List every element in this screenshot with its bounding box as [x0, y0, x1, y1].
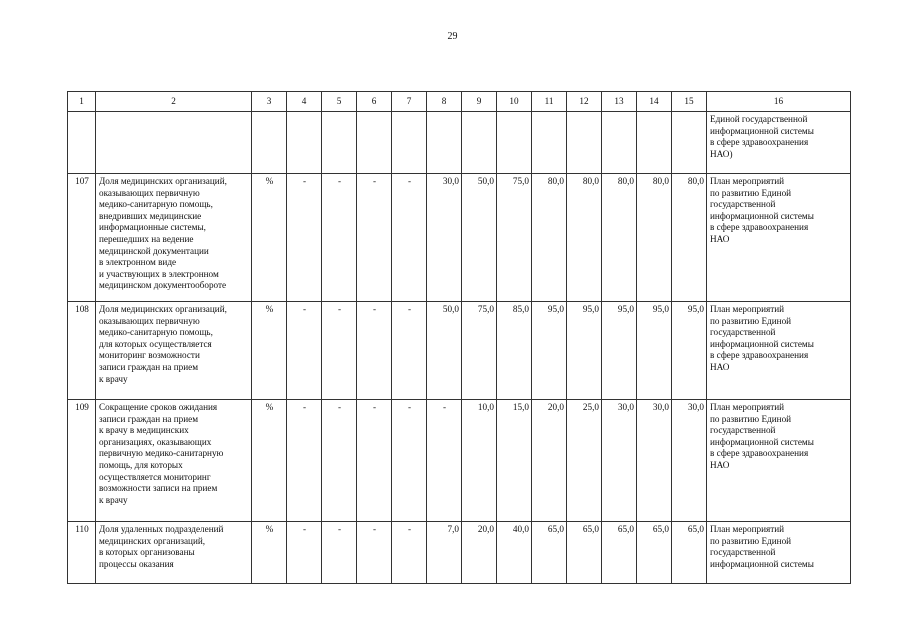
value-cell: -	[357, 174, 392, 302]
unit-cell	[252, 112, 287, 174]
column-header: 14	[637, 92, 672, 112]
indicator-name: Доля медицинских организаций, оказывающих первичную медико-санитарную помощь, для которых осуществляется мониторинг возможности записи граждан на прием к врачу	[96, 302, 252, 400]
value-cell: 95,0	[637, 302, 672, 400]
value-cell: 30,0	[672, 400, 707, 522]
unit-cell: %	[252, 522, 287, 584]
value-cell: 95,0	[532, 302, 567, 400]
column-header: 5	[322, 92, 357, 112]
column-header: 15	[672, 92, 707, 112]
table-row	[68, 522, 851, 584]
column-header: 8	[427, 92, 462, 112]
table-row	[68, 112, 851, 174]
value-cell: -	[322, 302, 357, 400]
unit-cell: %	[252, 400, 287, 522]
value-cell	[532, 112, 567, 174]
source-document: План мероприятий по развитию Единой государственной информационной системы в сфере здравоохранения НАО	[707, 400, 851, 522]
value-cell: 25,0	[567, 400, 602, 522]
unit-cell: %	[252, 174, 287, 302]
value-cell	[287, 112, 322, 174]
value-cell: -	[322, 522, 357, 584]
column-header: 6	[357, 92, 392, 112]
value-cell: -	[357, 302, 392, 400]
column-header: 7	[392, 92, 427, 112]
value-cell: -	[287, 302, 322, 400]
value-cell: -	[322, 400, 357, 522]
row-number: 108	[68, 302, 96, 400]
value-cell: 65,0	[637, 522, 672, 584]
source-document: Единой государственной информационной системы в сфере здравоохранения НАО)	[707, 112, 851, 174]
value-cell: -	[357, 400, 392, 522]
row-number	[68, 112, 96, 174]
value-cell	[637, 112, 672, 174]
value-cell	[357, 112, 392, 174]
value-cell: -	[287, 400, 322, 522]
value-cell: 30,0	[637, 400, 672, 522]
value-cell: -	[392, 522, 427, 584]
indicator-name: Доля медицинских организаций, оказывающих первичную медико-санитарную помощь, внедривших медицинские информационные системы, перешедших на ведение медицинской документации в электронном виде и участвующих в электронном медицинском документообороте	[96, 174, 252, 302]
column-header: 2	[96, 92, 252, 112]
column-header: 4	[287, 92, 322, 112]
indicator-table	[67, 91, 851, 584]
column-header: 3	[252, 92, 287, 112]
source-document: План мероприятий по развитию Единой государственной информационной системы	[707, 522, 851, 584]
value-cell: 40,0	[497, 522, 532, 584]
value-cell: 80,0	[637, 174, 672, 302]
table-row	[68, 174, 851, 302]
value-cell: 65,0	[602, 522, 637, 584]
source-document: План мероприятий по развитию Единой государственной информационной системы в сфере здравоохранения НАО	[707, 302, 851, 400]
value-cell: 85,0	[497, 302, 532, 400]
value-cell	[427, 112, 462, 174]
indicator-name: Сокращение сроков ожидания записи граждан на прием к врачу в медицинских организациях, оказывающих первичную медико-санитарную помощь, для которых осуществляется мониторинг возможности записи на прием к врачу	[96, 400, 252, 522]
value-cell: 95,0	[672, 302, 707, 400]
value-cell: -	[357, 522, 392, 584]
value-cell: 50,0	[462, 174, 497, 302]
value-cell: 20,0	[532, 400, 567, 522]
row-number: 109	[68, 400, 96, 522]
column-header: 10	[497, 92, 532, 112]
value-cell	[602, 112, 637, 174]
value-cell: 65,0	[672, 522, 707, 584]
value-cell	[462, 112, 497, 174]
unit-cell: %	[252, 302, 287, 400]
value-cell: 65,0	[532, 522, 567, 584]
value-cell: -	[392, 174, 427, 302]
value-cell	[322, 112, 357, 174]
value-cell: 80,0	[602, 174, 637, 302]
column-header: 13	[602, 92, 637, 112]
row-number: 110	[68, 522, 96, 584]
value-cell: 80,0	[567, 174, 602, 302]
value-cell: 10,0	[462, 400, 497, 522]
value-cell: 75,0	[462, 302, 497, 400]
column-header: 9	[462, 92, 497, 112]
column-header: 16	[707, 92, 851, 112]
value-cell: -	[427, 400, 462, 522]
value-cell: 30,0	[427, 174, 462, 302]
row-number: 107	[68, 174, 96, 302]
source-document: План мероприятий по развитию Единой государственной информационной системы в сфере здравоохранения НАО	[707, 174, 851, 302]
value-cell: -	[322, 174, 357, 302]
indicator-name: Доля удаленных подразделений медицинских организаций, в которых организованы процессы оказания	[96, 522, 252, 584]
value-cell: 20,0	[462, 522, 497, 584]
column-header: 11	[532, 92, 567, 112]
value-cell	[497, 112, 532, 174]
value-cell: -	[392, 302, 427, 400]
value-cell: 80,0	[672, 174, 707, 302]
value-cell: 80,0	[532, 174, 567, 302]
column-header: 1	[68, 92, 96, 112]
page-number: 29	[447, 31, 458, 42]
value-cell: -	[287, 174, 322, 302]
table-row	[68, 302, 851, 400]
table-row	[68, 400, 851, 522]
value-cell: -	[392, 400, 427, 522]
value-cell: 30,0	[602, 400, 637, 522]
value-cell	[567, 112, 602, 174]
value-cell	[672, 112, 707, 174]
value-cell: 7,0	[427, 522, 462, 584]
value-cell: 95,0	[567, 302, 602, 400]
value-cell: 95,0	[602, 302, 637, 400]
value-cell: -	[287, 522, 322, 584]
table-header-row	[68, 92, 851, 112]
value-cell: 75,0	[497, 174, 532, 302]
value-cell: 50,0	[427, 302, 462, 400]
value-cell: 15,0	[497, 400, 532, 522]
indicator-name	[96, 112, 252, 174]
column-header: 12	[567, 92, 602, 112]
value-cell: 65,0	[567, 522, 602, 584]
value-cell	[392, 112, 427, 174]
